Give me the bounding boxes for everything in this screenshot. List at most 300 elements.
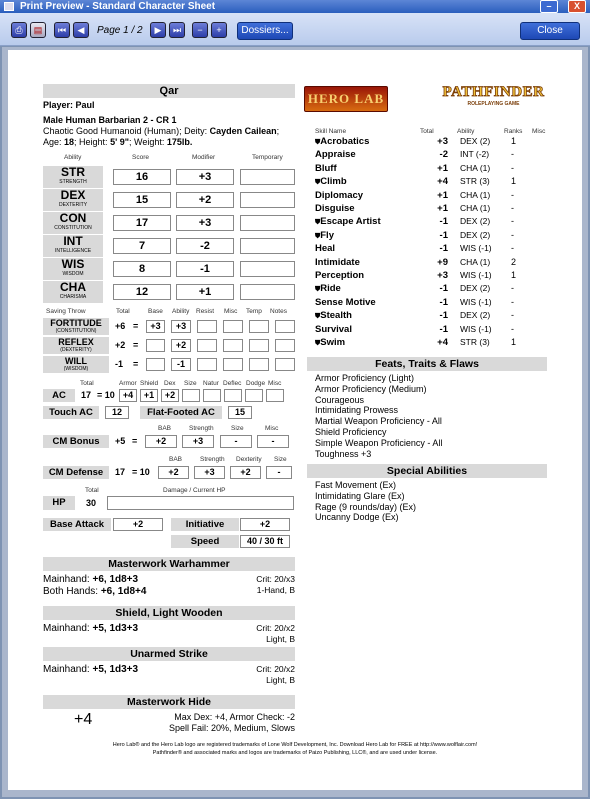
skill-name — [315, 176, 347, 187]
initiative-value: +2 — [240, 518, 290, 531]
alignment-line: Chaotic Good Humanoid (Human); Deity: Cayden Cailean; — [43, 126, 280, 136]
skill-name — [315, 136, 369, 147]
skill-total: +4 — [437, 176, 448, 188]
first-page-icon[interactable]: ⏮ — [54, 22, 70, 38]
armor-check-icon: ⛊ — [315, 179, 321, 187]
skill-name — [315, 203, 355, 214]
save-name: REFLEX — [58, 337, 94, 347]
sheet-page — [8, 50, 582, 790]
skill-row — [315, 163, 555, 176]
skill-row — [315, 324, 555, 337]
cmd-dex-header: Dexterity — [236, 456, 262, 463]
skill-total: +1 — [437, 162, 448, 174]
special-ability-item: Fast Movement (Ex) — [315, 480, 397, 490]
ability-score: 7 — [113, 238, 171, 254]
ac-size-header: Size — [184, 380, 197, 387]
save-misc — [223, 320, 243, 333]
cmd-size-header: Size — [274, 456, 287, 463]
save-base — [146, 358, 165, 371]
ability-abbr: CON — [59, 211, 87, 225]
cm-bonus-bab: +2 — [145, 435, 177, 448]
ac-dex-header: Dex — [164, 380, 176, 387]
save-ability: +2 — [171, 339, 191, 352]
skill-name-text: Acrobatics — [320, 136, 370, 147]
armor-check-icon: ⛊ — [315, 340, 321, 347]
skill-name — [315, 243, 335, 254]
prev-page-icon[interactable]: ◀ — [73, 22, 89, 38]
skill-total: -1 — [439, 310, 448, 322]
save-base: +3 — [146, 320, 165, 333]
armor-check-icon: ⛊ — [315, 232, 321, 240]
save-base — [146, 339, 165, 352]
temporary-header: Temporary — [252, 154, 283, 161]
save-header: Saving Throw — [46, 308, 86, 315]
weapon-attack-line — [43, 586, 146, 597]
ability-modifier: -2 — [176, 238, 234, 254]
cm-bonus-size: - — [220, 435, 252, 448]
save-misc — [223, 358, 243, 371]
save-name: FORTITUDE — [50, 318, 102, 328]
armor-title: Masterwork Hide — [43, 695, 295, 709]
skill-row — [315, 243, 555, 256]
ac-misc-box — [266, 389, 284, 402]
skill-name — [315, 230, 334, 241]
ability-modifier: -1 — [176, 261, 234, 277]
save-resist-header: Resist — [196, 308, 215, 315]
ability-abbr: STR — [61, 165, 85, 179]
ability-temporary — [240, 284, 295, 300]
ability-abbr: WIS — [61, 257, 85, 271]
skill-ability: WIS (-1) — [460, 323, 492, 334]
flat-footed-value: 15 — [228, 406, 252, 419]
skill-ranks: - — [511, 310, 514, 321]
ability-name: DEXTERITY — [58, 202, 88, 208]
skill-total: -1 — [439, 229, 448, 241]
hp-damage-box — [107, 496, 294, 510]
ability-cha-label — [43, 281, 103, 303]
cmd-bab-header: BAB — [169, 456, 183, 463]
pathfinder-logo-text: PATHFINDER — [442, 84, 545, 100]
skill-ability: CHA (1) — [460, 189, 491, 200]
ability-con-label — [43, 212, 103, 234]
skill-name — [315, 270, 364, 281]
armor-line2: Spell Fail: 20%, Medium, Slows — [168, 723, 295, 733]
ability-score: 15 — [113, 192, 171, 208]
skill-name — [315, 163, 337, 174]
speed-value: 40 / 30 ft — [240, 535, 290, 548]
ability-str-label — [43, 166, 103, 188]
skill-name — [315, 190, 363, 201]
ac-dodge-box — [245, 389, 263, 402]
skill-total: +1 — [437, 203, 448, 214]
save-sub: (WISDOM) — [63, 366, 89, 372]
ability-abbr: DEX — [60, 188, 86, 202]
weapon-attack-value: +5, 1d3+3 — [92, 664, 139, 675]
armor-check-icon: ⛊ — [315, 313, 321, 321]
ac-dodge-header: Dodge — [246, 380, 266, 387]
cm-bonus-label: CM Bonus — [43, 435, 109, 448]
ac-shield-header: Shield — [140, 380, 159, 387]
weapon-crit: Crit: 20/x3 — [256, 574, 295, 584]
skill-ranks: - — [511, 229, 514, 240]
ability-dex-label — [43, 189, 103, 211]
pathfinder-logo-sub: ROLEPLAYING GAME — [467, 101, 520, 107]
save-eq: = — [133, 340, 139, 350]
skill-row — [315, 297, 555, 310]
toolbar — [0, 13, 590, 46]
save-base-header: Base — [148, 308, 163, 315]
minimize-button[interactable]: – — [540, 0, 558, 13]
footer-line1: Hero Lab® and the Hero Lab logo are registered trademarks of Lone Wolf Development, Inc. Download Hero Lab for FREE at http://www.wolflair.com! — [112, 742, 478, 748]
skill-ability: STR (3) — [460, 337, 490, 347]
skill-ability: CHA (1) — [460, 162, 491, 173]
save-eq: = — [133, 321, 139, 331]
skill-name-text: Heal — [315, 243, 336, 255]
skill-name — [315, 324, 352, 335]
ac-dex: +2 — [161, 389, 179, 402]
skill-ability: DEX (2) — [460, 136, 491, 146]
weapon-title: Shield, Light Wooden — [43, 606, 295, 620]
cmb-bab-header: BAB — [158, 425, 172, 432]
weapon-attack-hand: Mainhand: — [43, 664, 93, 675]
skill-ability: DEX (2) — [460, 310, 491, 321]
close-window-button[interactable]: X — [568, 0, 586, 13]
feat-item: Shield Proficiency — [315, 427, 387, 437]
save-temp — [249, 320, 269, 333]
initiative-label: Initiative — [171, 518, 239, 531]
skill-ability: INT (-2) — [460, 149, 490, 160]
age-height-weight-line: Age: 18; Height: 5' 9"; Weight: 175lb. — [43, 137, 193, 147]
feat-item: Armor Proficiency (Medium) — [315, 383, 427, 394]
skill-ability: DEX (2) — [460, 283, 491, 294]
score-header: Score — [132, 154, 149, 161]
cmd-str-header: Strength — [200, 456, 225, 463]
skill-row — [315, 149, 555, 162]
skill-name-text: Escape Artist — [320, 216, 381, 228]
feat-item: Toughness +3 — [315, 448, 372, 459]
pdf-icon[interactable]: ▤ — [30, 22, 46, 38]
ability-abbr: INT — [63, 234, 83, 248]
modifier-header: Modifier — [192, 154, 216, 161]
skill-ability-header: Ability — [457, 128, 475, 135]
skill-total: -2 — [439, 149, 448, 161]
skill-ability: STR (3) — [460, 176, 490, 187]
skill-row — [315, 176, 555, 189]
cm-defense-label: CM Defense — [43, 466, 109, 479]
footer-line2: Pathfinder® and associated marks and logos are trademarks of Paizo Publishing, LLC®, and are used under license. — [152, 750, 438, 756]
ac-eq10: = 10 — [97, 390, 115, 400]
player-line: Player: Paul — [43, 100, 95, 110]
skill-name — [315, 257, 360, 268]
skill-name-text: Swim — [320, 337, 346, 348]
save-resist — [197, 320, 217, 333]
app-icon — [4, 2, 14, 11]
hp-total-header: Total — [85, 487, 99, 494]
skill-name-text: Intimidate — [315, 256, 360, 268]
save-name: WILL — [65, 356, 87, 366]
print-icon[interactable]: ⎙ — [11, 22, 27, 38]
skill-name-text: Appraise — [315, 149, 356, 161]
special-ability-item: Rage (9 rounds/day) (Ex) — [315, 501, 417, 512]
skill-name-text: Stealth — [320, 310, 352, 322]
ability-score: 12 — [113, 284, 171, 300]
skill-name-text: Disguise — [315, 203, 355, 214]
skill-total: +4 — [437, 337, 448, 348]
weapon-attack-hand: Both Hands: — [43, 586, 101, 597]
ability-modifier: +1 — [176, 284, 234, 300]
save-notes — [275, 339, 295, 352]
save-sub: (DEXTERITY) — [60, 347, 92, 353]
skill-ranks: - — [511, 149, 514, 160]
touch-ac-value: 12 — [105, 406, 129, 419]
ability-temporary — [240, 261, 295, 277]
cm-defense-total: 17 — [115, 467, 126, 477]
save-temp — [249, 339, 269, 352]
character-name: Qar — [43, 84, 295, 98]
next-page-icon[interactable]: ▶ — [150, 22, 166, 38]
save-total: +6 — [115, 321, 126, 331]
skill-ranks: 2 — [511, 256, 517, 267]
ability-temporary — [240, 192, 295, 208]
skill-ability: DEX (2) — [460, 229, 491, 240]
skill-ability: WIS (-1) — [460, 243, 492, 254]
skill-ranks: - — [511, 162, 514, 173]
skill-row — [315, 136, 555, 149]
skill-ability: DEX (2) — [460, 216, 491, 227]
weapon-attack-value: +5, 1d3+3 — [92, 623, 139, 634]
save-notes-header: Notes — [270, 308, 287, 315]
save-total-header: Total — [116, 308, 130, 315]
weapon-attack-line — [43, 623, 138, 634]
skill-row — [315, 270, 555, 283]
skill-total: -1 — [439, 243, 448, 255]
skill-name-text: Sense Motive — [315, 296, 376, 308]
cm-defense-str: +3 — [194, 466, 225, 479]
ac-total: 17 — [81, 390, 92, 400]
hero-lab-logo: HERO LAB — [304, 86, 388, 112]
ac-label: AC — [43, 389, 75, 402]
ability-score: 8 — [113, 261, 171, 277]
ability-score: 17 — [113, 215, 171, 231]
ability-modifier: +3 — [176, 169, 234, 185]
ac-armor: +4 — [119, 389, 137, 402]
ac-shield: +1 — [140, 389, 158, 402]
skill-misc-header: Misc — [532, 128, 546, 135]
ability-modifier: +2 — [176, 192, 234, 208]
ac-size-box — [182, 389, 200, 402]
skill-row — [315, 310, 555, 323]
ability-name: STRENGTH — [59, 179, 87, 185]
ability-modifier: +3 — [176, 215, 234, 231]
cmb-str-header: Strength — [189, 425, 214, 432]
skill-name-text: Bluff — [315, 162, 337, 174]
skill-name — [315, 216, 381, 227]
dossiers-button[interactable]: Dossiers... — [237, 22, 293, 40]
save-notes — [275, 358, 295, 371]
skill-total: +3 — [437, 136, 448, 147]
skill-ranks: - — [511, 243, 514, 254]
ability-name: CHARISMA — [59, 294, 87, 300]
save-ability: -1 — [171, 358, 191, 371]
skill-ranks: 1 — [511, 270, 517, 280]
weapon-attack-value: +6, 1d8+3 — [92, 574, 139, 585]
feat-item: Intimidating Prowess — [315, 405, 399, 416]
weapon-title: Masterwork Warhammer — [43, 557, 295, 571]
ac-total-header: Total — [80, 380, 94, 387]
skill-row — [315, 216, 555, 229]
save-misc — [223, 339, 243, 352]
skill-ranks: 1 — [511, 337, 517, 347]
cm-defense-dex: +2 — [230, 466, 261, 479]
skill-ranks: - — [511, 296, 514, 307]
save-misc-header: Misc — [224, 308, 238, 315]
save-fortitude-label — [43, 318, 109, 335]
ac-natur-box — [203, 389, 221, 402]
special-title: Special Abilities — [307, 464, 547, 478]
skill-name-text: Diplomacy — [315, 189, 364, 201]
ac-natur-header: Natur — [203, 380, 219, 387]
window-title: Print Preview - Standard Character Sheet — [20, 1, 216, 12]
ability-wis-label — [43, 258, 103, 280]
save-total: -1 — [115, 359, 124, 369]
last-page-icon[interactable]: ⏭ — [169, 22, 185, 38]
skill-total: -1 — [439, 216, 448, 228]
weapon-crit: Crit: 20/x2 — [256, 623, 295, 633]
skill-total: +3 — [437, 270, 448, 281]
armor-check-icon: ⛊ — [315, 139, 321, 146]
skill-name-text: Fly — [320, 229, 334, 241]
pathfinder-logo — [441, 84, 546, 114]
cm-bonus-eq: = — [132, 436, 138, 446]
cm-defense-size: - — [266, 466, 292, 479]
skill-row — [315, 190, 555, 203]
zoom-out-icon[interactable]: − — [192, 22, 208, 38]
skill-total: -1 — [439, 283, 448, 295]
skill-name — [315, 297, 376, 308]
skill-row — [315, 283, 555, 296]
ability-header: Ability — [64, 154, 82, 161]
save-temp — [249, 358, 269, 371]
armor-line1: Max Dex: +4, Armor Check: -2 — [174, 712, 295, 722]
weapon-attack-value: +6, 1d8+4 — [100, 586, 147, 597]
skill-total: -1 — [439, 296, 448, 308]
skill-name — [315, 310, 352, 321]
save-resist — [197, 358, 217, 371]
weapon-attack-line — [43, 664, 138, 675]
skill-name — [315, 283, 341, 294]
armor-check-icon: ⛊ — [315, 286, 321, 294]
save-ability-header: Ability — [172, 308, 190, 315]
skill-row — [315, 230, 555, 243]
ac-misc-header: Misc — [268, 380, 282, 387]
skill-ranks-header: Ranks — [504, 128, 523, 135]
cm-defense-bab: +2 — [158, 466, 189, 479]
skill-ranks: 1 — [511, 176, 517, 187]
save-will-label — [43, 356, 109, 373]
weapon-attack-hand: Mainhand: — [43, 574, 93, 585]
armor-check-icon: ⛊ — [315, 219, 321, 227]
skill-ranks: - — [511, 189, 514, 200]
zoom-in-icon[interactable]: + — [211, 22, 227, 38]
skill-ranks: 1 — [511, 136, 517, 146]
skill-row — [315, 337, 555, 350]
feats-title: Feats, Traits & Flaws — [307, 357, 547, 371]
cm-defense-eq10: = 10 — [132, 467, 150, 477]
save-resist — [197, 339, 217, 352]
window-titlebar — [0, 0, 590, 13]
weapon-crit: Crit: 20/x2 — [256, 664, 295, 674]
feat-item: Armor Proficiency (Light) — [315, 373, 415, 383]
feat-item: Simple Weapon Proficiency - All — [315, 437, 443, 448]
ability-name: WISDOM — [62, 271, 84, 277]
skill-total: +1 — [437, 189, 448, 201]
weapon-type: Light, B — [266, 675, 295, 685]
skill-name — [315, 337, 345, 348]
skill-name — [315, 149, 356, 160]
skill-name-text: Survival — [315, 323, 352, 335]
ability-int-label — [43, 235, 103, 257]
base-attack-value: +2 — [113, 518, 163, 531]
flat-footed-label: Flat-Footed AC — [140, 406, 222, 419]
ability-score: 16 — [113, 169, 171, 185]
armor-bonus: +4 — [74, 711, 93, 728]
cmb-size-header: Size — [231, 425, 244, 432]
weapon-title: Unarmed Strike — [43, 647, 295, 661]
cmb-misc-header: Misc — [265, 425, 279, 432]
cm-bonus-total: +5 — [115, 436, 126, 446]
weapon-type: Light, B — [266, 634, 295, 644]
close-button[interactable]: Close — [520, 22, 580, 40]
ac-armor-header: Armor — [119, 380, 137, 387]
save-total: +2 — [115, 340, 126, 350]
save-temp-header: Temp — [246, 308, 262, 315]
feat-item: Martial Weapon Proficiency - All — [315, 416, 442, 427]
skill-name-text: Ride — [320, 283, 341, 295]
special-ability-item: Intimidating Glare (Ex) — [315, 490, 405, 501]
save-ability: +3 — [171, 320, 191, 333]
ability-name: INTELLIGENCE — [54, 248, 92, 254]
skill-ranks: - — [511, 283, 514, 294]
ability-temporary — [240, 169, 295, 185]
weapon-attack-line — [43, 574, 138, 585]
weapon-type: 1-Hand, B — [256, 585, 295, 595]
save-eq: = — [133, 359, 139, 369]
ability-temporary — [240, 238, 295, 254]
page-indicator: Page 1 / 2 — [97, 25, 143, 36]
skill-name-text: Perception — [315, 270, 365, 281]
hp-total: 30 — [86, 498, 97, 508]
weapon-attack-hand: Mainhand: — [43, 623, 93, 634]
base-attack-label: Base Attack — [43, 518, 111, 531]
skill-ability: WIS (-1) — [460, 270, 492, 280]
speed-label: Speed — [171, 535, 239, 548]
save-reflex-label — [43, 337, 109, 354]
save-sub: (CONSTITUTION) — [55, 328, 97, 334]
skill-name-text: Climb — [320, 176, 347, 188]
ability-abbr: CHA — [60, 280, 86, 294]
ability-name: CONSTITUTION — [54, 225, 92, 231]
skill-ability: CHA (1) — [460, 256, 491, 267]
skill-total: -1 — [439, 323, 448, 335]
skill-row — [315, 203, 555, 216]
ability-temporary — [240, 215, 295, 231]
skill-ranks: - — [511, 323, 514, 334]
skill-name-header: Skill Name — [315, 128, 347, 135]
skill-ranks: - — [511, 203, 514, 213]
skill-ranks: - — [511, 216, 514, 227]
skill-row — [315, 257, 555, 270]
touch-ac-label: Touch AC — [43, 406, 99, 419]
